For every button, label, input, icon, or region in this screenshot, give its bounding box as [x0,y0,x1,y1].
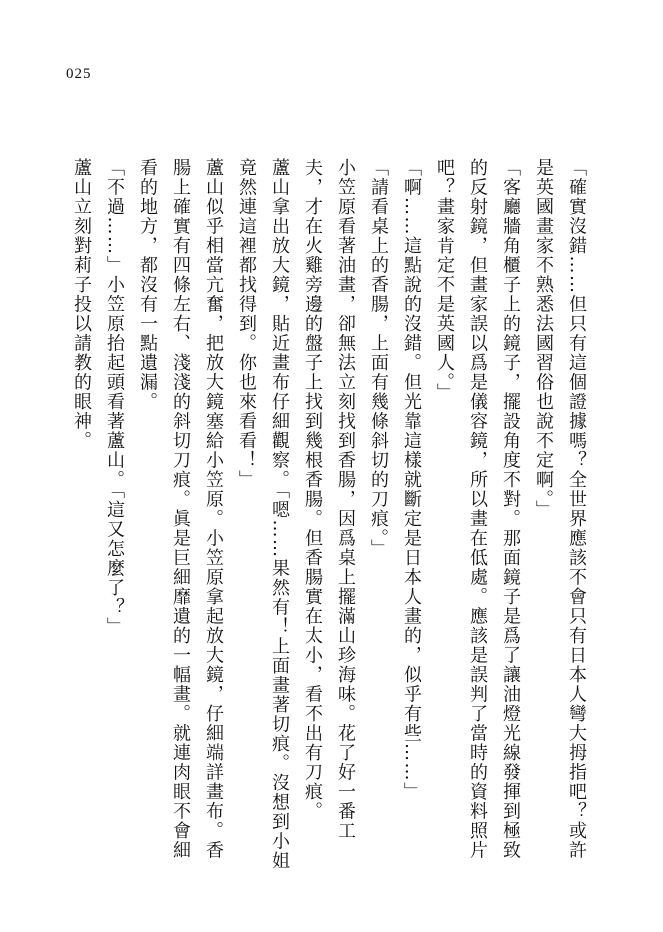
body-text [63,158,593,878]
paragraph-6: 蘆山拿出放大鏡，貼近畫布仔細觀察。「嗯……果然有！上面畫著切痕。沒想到小姐竟然連這裡都找得到。你也來看看！」 [236,158,290,871]
paragraph-9: 蘆山立刻對莉子投以請教的眼神。 [71,158,92,451]
paragraph-4: 「請看桌上的香腸，上面有幾條斜切的刀痕。」 [368,158,389,559]
paragraph-2: 「客廳牆角櫃子上的鏡子，擺設角度不對。那面鏡子是爲了讓油燈光線發揮到極致的反射鏡，但畫家誤以爲是儀容鏡，所以畫在低處。應該是誤判了當時的資料照片吧？畫家肯定不是英國人。」 [434,158,521,860]
paragraph-1: 「確實沒錯……但只有這個證據嗎？全世界應該不會只有日本人彎大拇指吧？或許是英國畫家不熟悉法國習俗也說不定啊。」 [533,158,587,860]
paragraph-3: 「啊……這點說的沒錯。但光靠這樣就斷定是日本人畫的，似乎有些……」 [401,158,422,802]
page-number: 025 [66,66,92,82]
paragraph-7: 蘆山似乎相當亢奮，把放大鏡塞給小笠原。小笠原拿起放大鏡，仔細端詳畫布。香腸上確實有四條左右、淺淺的斜切刀痕。眞是巨細靡遺的一幅畫。就連肉眼不會細看的地方，都沒有一點遺漏。 [137,158,224,860]
paragraph-8: 「不過……」小笠原抬起頭看著蘆山。「這又怎麼了？」 [104,158,125,637]
paragraph-5: 小笠原看著油畫，卻無法立刻找到香腸，因爲桌上擺滿山珍海味。花了好一番工夫，才在火雞旁邊的盤子上找到幾根香腸。但香腸實在太小，看不出有刀痕。 [302,158,356,841]
